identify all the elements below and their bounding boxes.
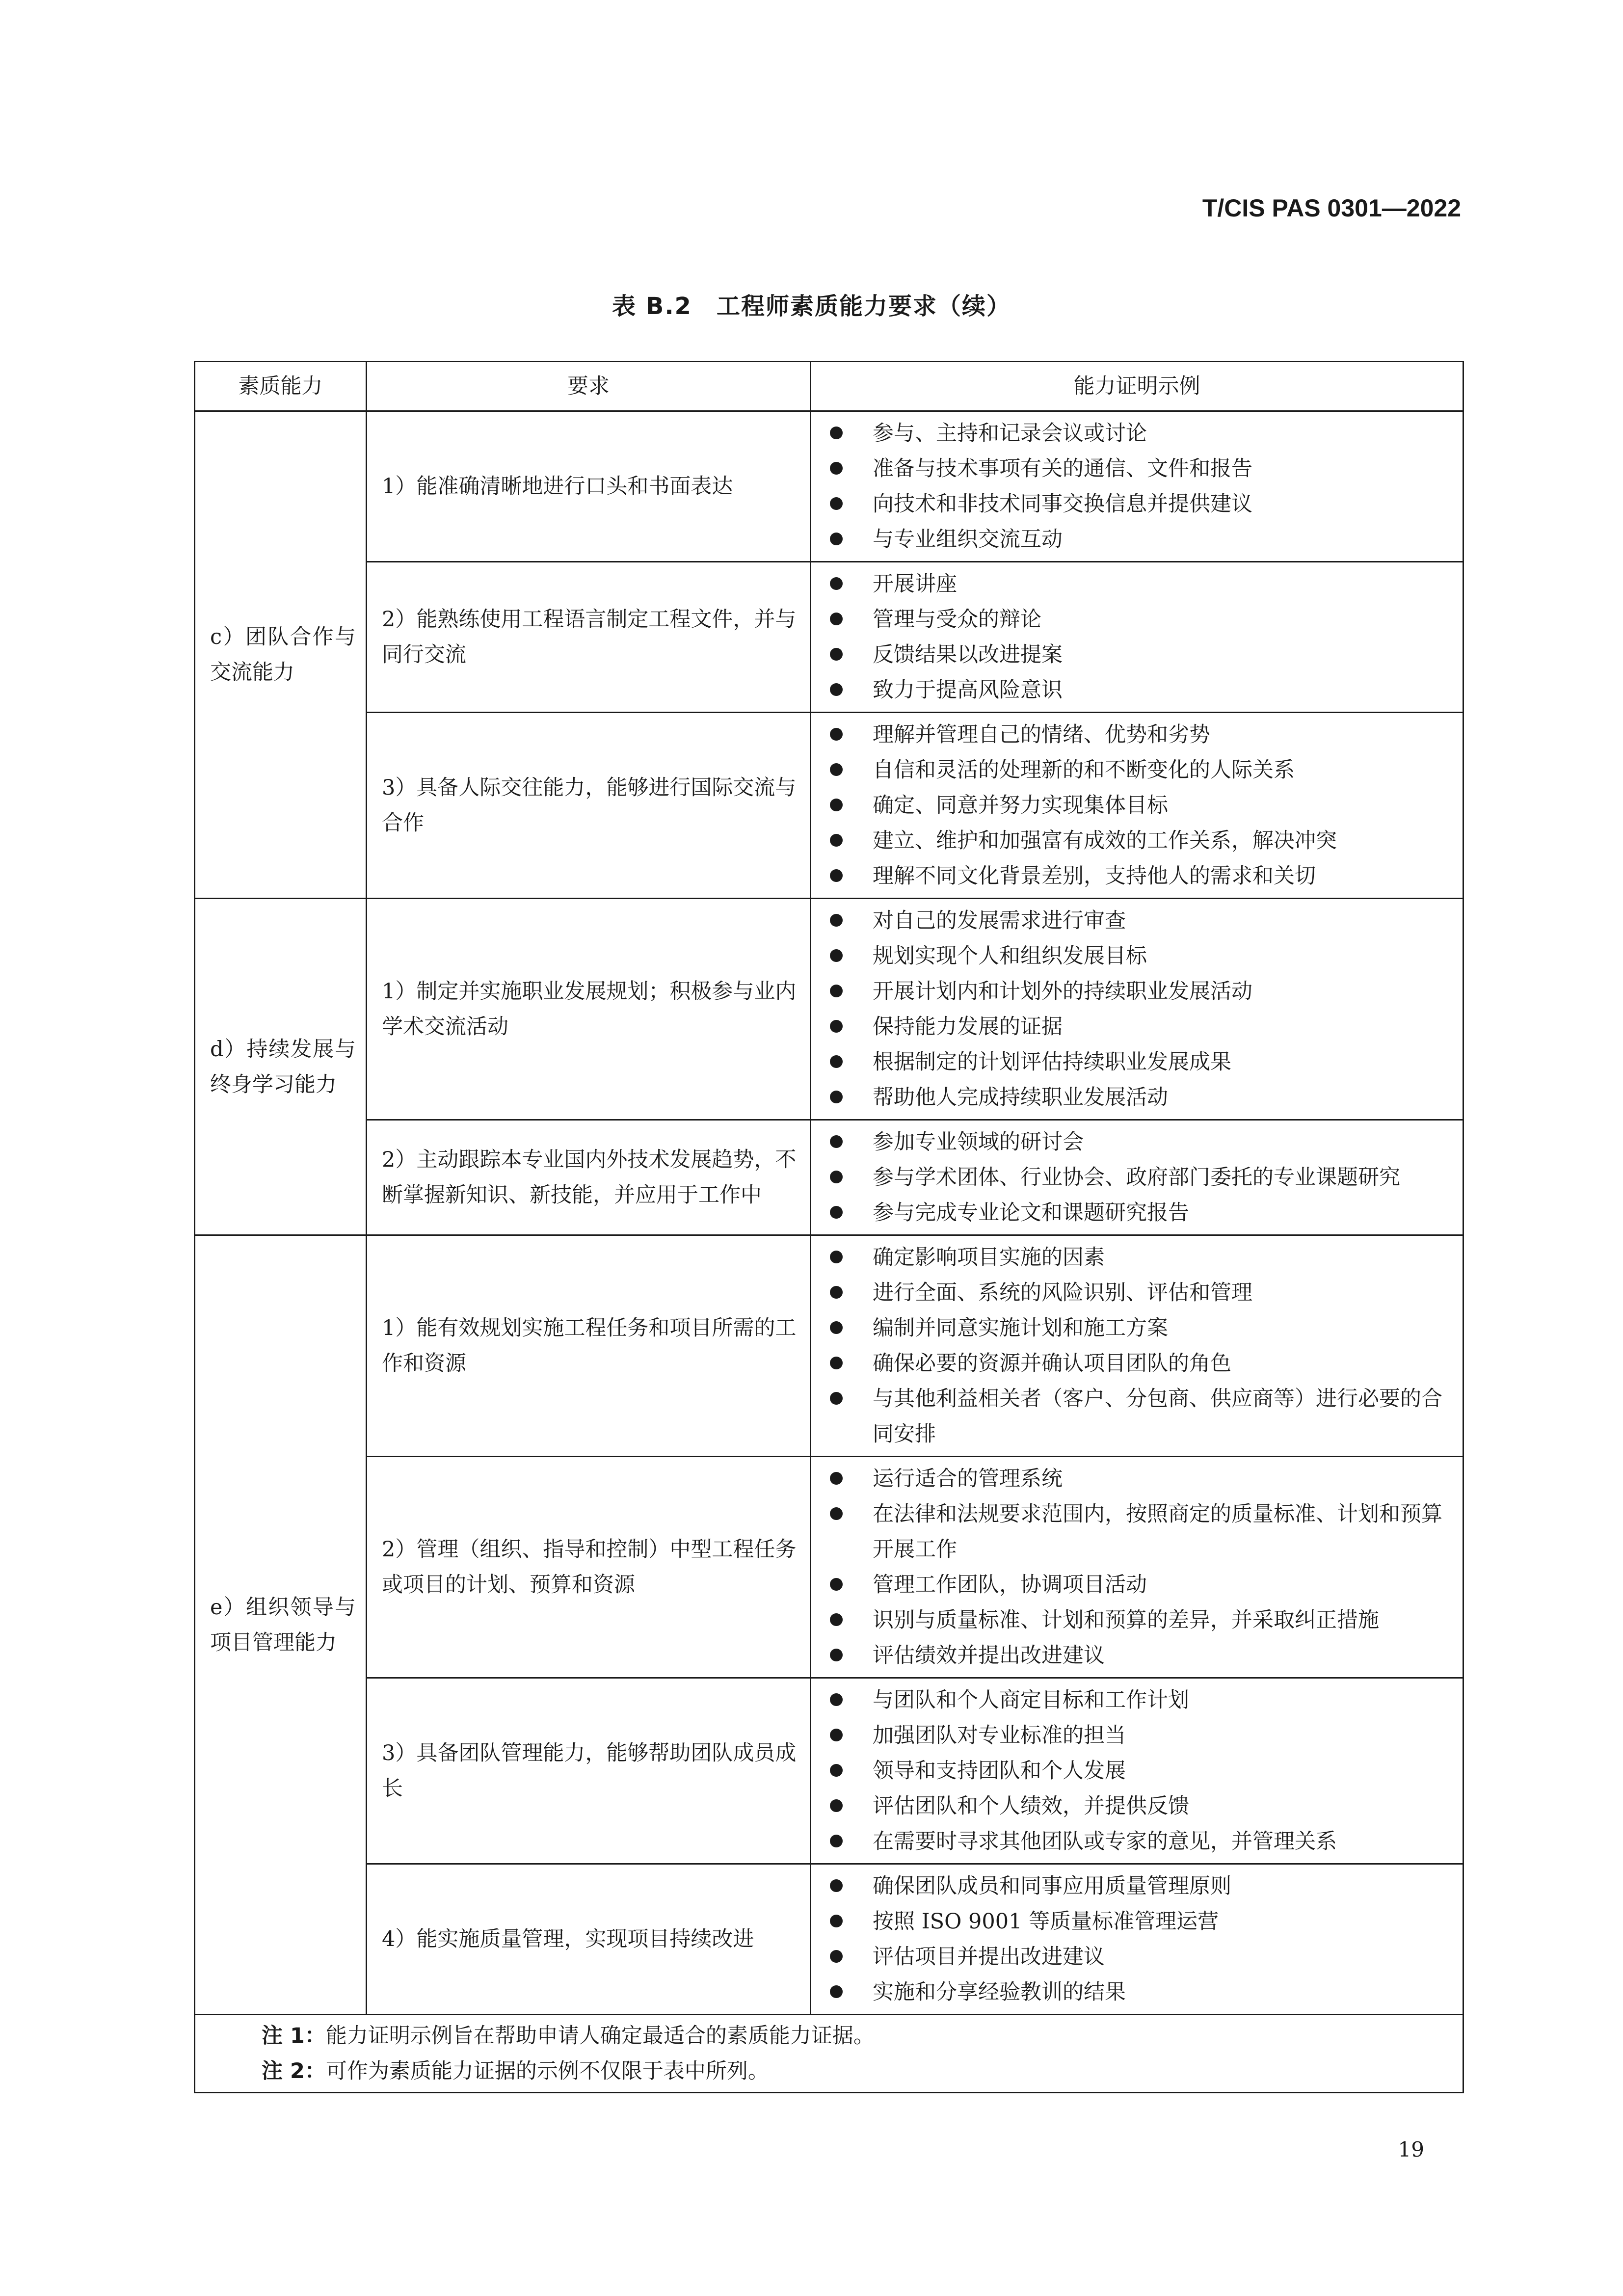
evidence-item: 规划实现个人和组织发展目标	[826, 938, 1453, 974]
evidence-item: 进行全面、系统的风险识别、评估和管理	[826, 1275, 1453, 1310]
table-body	[195, 411, 1463, 2015]
evidence-cell	[811, 1678, 1463, 1864]
evidence-list	[826, 1124, 1453, 1230]
requirement-cell: 3）具备人际交往能力，能够进行国际交流与合作	[367, 713, 811, 899]
requirement-cell: 1）能有效规划实施工程任务和项目所需的工作和资源	[367, 1235, 811, 1457]
notes-row	[195, 2015, 1463, 2093]
competency-category: d）持续发展与终身学习能力	[195, 899, 367, 1235]
evidence-list	[826, 1240, 1453, 1452]
evidence-item: 参与完成专业论文和课题研究报告	[826, 1195, 1453, 1230]
table-row	[195, 1678, 1463, 1864]
evidence-item: 在需要时寻求其他团队或专家的意见，并管理关系	[826, 1824, 1453, 1859]
requirement-cell: 1）制定并实施职业发展规划；积极参与业内学术交流活动	[367, 899, 811, 1120]
note-label: 注 1：	[262, 2024, 326, 2048]
evidence-item: 向技术和非技术同事交换信息并提供建议	[826, 486, 1453, 522]
evidence-list	[826, 416, 1453, 557]
competency-category: c）团队合作与交流能力	[195, 411, 367, 899]
table-row	[195, 411, 1463, 562]
table-title	[0, 287, 1623, 321]
evidence-item: 与其他利益相关者（客户、分包商、供应商等）进行必要的合同安排	[826, 1381, 1453, 1452]
table-row	[195, 1235, 1463, 1457]
evidence-item: 确定、同意并努力实现集体目标	[826, 788, 1453, 823]
evidence-list	[826, 1682, 1453, 1859]
requirement-cell: 3）具备团队管理能力，能够帮助团队成员成长	[367, 1678, 811, 1864]
evidence-cell	[811, 899, 1463, 1120]
evidence-item: 帮助他人完成持续职业发展活动	[826, 1080, 1453, 1115]
evidence-item: 管理与受众的辩论	[826, 602, 1453, 637]
evidence-item: 建立、维护和加强富有成效的工作关系，解决冲突	[826, 823, 1453, 858]
evidence-item: 评估绩效并提出改进建议	[826, 1638, 1453, 1673]
evidence-item: 致力于提高风险意识	[826, 672, 1453, 708]
evidence-cell	[811, 1457, 1463, 1678]
evidence-item: 评估团队和个人绩效，并提供反馈	[826, 1789, 1453, 1824]
evidence-item: 领导和支持团队和个人发展	[826, 1753, 1453, 1789]
evidence-item: 参与、主持和记录会议或讨论	[826, 416, 1453, 451]
table-row	[195, 1864, 1463, 2015]
evidence-item: 参与学术团体、行业协会、政府部门委托的专业课题研究	[826, 1160, 1453, 1195]
evidence-item: 准备与技术事项有关的通信、文件和报告	[826, 451, 1453, 486]
table-title-text: 工程师素质能力要求（续）	[716, 293, 1011, 320]
evidence-list	[826, 566, 1453, 708]
evidence-item: 加强团队对专业标准的担当	[826, 1718, 1453, 1753]
table-row	[195, 713, 1463, 899]
competency-category: e）组织领导与项目管理能力	[195, 1235, 367, 2015]
evidence-item: 与团队和个人商定目标和工作计划	[826, 1682, 1453, 1718]
evidence-item: 开展计划内和计划外的持续职业发展活动	[826, 974, 1453, 1009]
requirement-cell: 1）能准确清晰地进行口头和书面表达	[367, 411, 811, 562]
requirement-cell: 2）能熟练使用工程语言制定工程文件，并与同行交流	[367, 562, 811, 713]
evidence-item: 实施和分享经验教训的结果	[826, 1975, 1453, 2010]
evidence-item: 运行适合的管理系统	[826, 1461, 1453, 1496]
evidence-cell	[811, 1120, 1463, 1235]
standard-code: T/CIS PAS 0301—2022	[1202, 194, 1461, 222]
page-number: 19	[1398, 2137, 1424, 2162]
evidence-item: 与专业组织交流互动	[826, 522, 1453, 557]
evidence-list	[826, 717, 1453, 894]
evidence-cell	[811, 713, 1463, 899]
evidence-item: 参加专业领域的研讨会	[826, 1124, 1453, 1160]
evidence-item: 管理工作团队，协调项目活动	[826, 1567, 1453, 1602]
evidence-item: 确保团队成员和同事应用质量管理原则	[826, 1869, 1453, 1904]
evidence-item: 按照 ISO 9001 等质量标准管理运营	[826, 1904, 1453, 1939]
evidence-item: 反馈结果以改进提案	[826, 637, 1453, 672]
column-header-evidence: 能力证明示例	[811, 362, 1463, 411]
table-row	[195, 899, 1463, 1120]
column-header-requirement: 要求	[367, 362, 811, 411]
evidence-cell	[811, 1235, 1463, 1457]
column-header-competency: 素质能力	[195, 362, 367, 411]
evidence-item: 开展讲座	[826, 566, 1453, 602]
competency-table	[194, 361, 1464, 2093]
requirement-cell: 4）能实施质量管理，实现项目持续改进	[367, 1864, 811, 2015]
evidence-cell	[811, 411, 1463, 562]
evidence-item: 自信和灵活的处理新的和不断变化的人际关系	[826, 752, 1453, 788]
evidence-item: 编制并同意实施计划和施工方案	[826, 1310, 1453, 1346]
note-text: 能力证明示例旨在帮助申请人确定最适合的素质能力证据。	[325, 2024, 875, 2048]
evidence-item: 理解并管理自己的情绪、优势和劣势	[826, 717, 1453, 752]
notes-cell	[195, 2015, 1463, 2093]
note-text: 可作为素质能力证据的示例不仅限于表中所列。	[325, 2059, 769, 2083]
evidence-item: 保持能力发展的证据	[826, 1009, 1453, 1044]
evidence-item: 评估项目并提出改进建议	[826, 1939, 1453, 1975]
evidence-item: 确保必要的资源并确认项目团队的角色	[826, 1346, 1453, 1381]
evidence-item: 在法律和法规要求范围内，按照商定的质量标准、计划和预算开展工作	[826, 1496, 1453, 1567]
note-2	[262, 2054, 1463, 2089]
evidence-item: 根据制定的计划评估持续职业发展成果	[826, 1044, 1453, 1080]
evidence-list	[826, 903, 1453, 1115]
table-header-row	[195, 362, 1463, 411]
evidence-item: 理解不同文化背景差别，支持他人的需求和关切	[826, 858, 1453, 894]
evidence-cell	[811, 1864, 1463, 2015]
requirement-cell: 2）主动跟踪本专业国内外技术发展趋势，不断掌握新知识、新技能，并应用于工作中	[367, 1120, 811, 1235]
evidence-cell	[811, 562, 1463, 713]
evidence-list	[826, 1461, 1453, 1673]
table-row	[195, 1120, 1463, 1235]
table-row	[195, 562, 1463, 713]
evidence-item: 确定影响项目实施的因素	[826, 1240, 1453, 1275]
requirement-cell: 2）管理（组织、指导和控制）中型工程任务或项目的计划、预算和资源	[367, 1457, 811, 1678]
table-row	[195, 1457, 1463, 1678]
evidence-item: 对自己的发展需求进行审查	[826, 903, 1453, 938]
note-1	[262, 2018, 1463, 2054]
table-number: 表 B.2	[612, 293, 692, 320]
evidence-list	[826, 1869, 1453, 2010]
evidence-item: 识别与质量标准、计划和预算的差异，并采取纠正措施	[826, 1602, 1453, 1638]
note-label: 注 2：	[262, 2059, 326, 2083]
